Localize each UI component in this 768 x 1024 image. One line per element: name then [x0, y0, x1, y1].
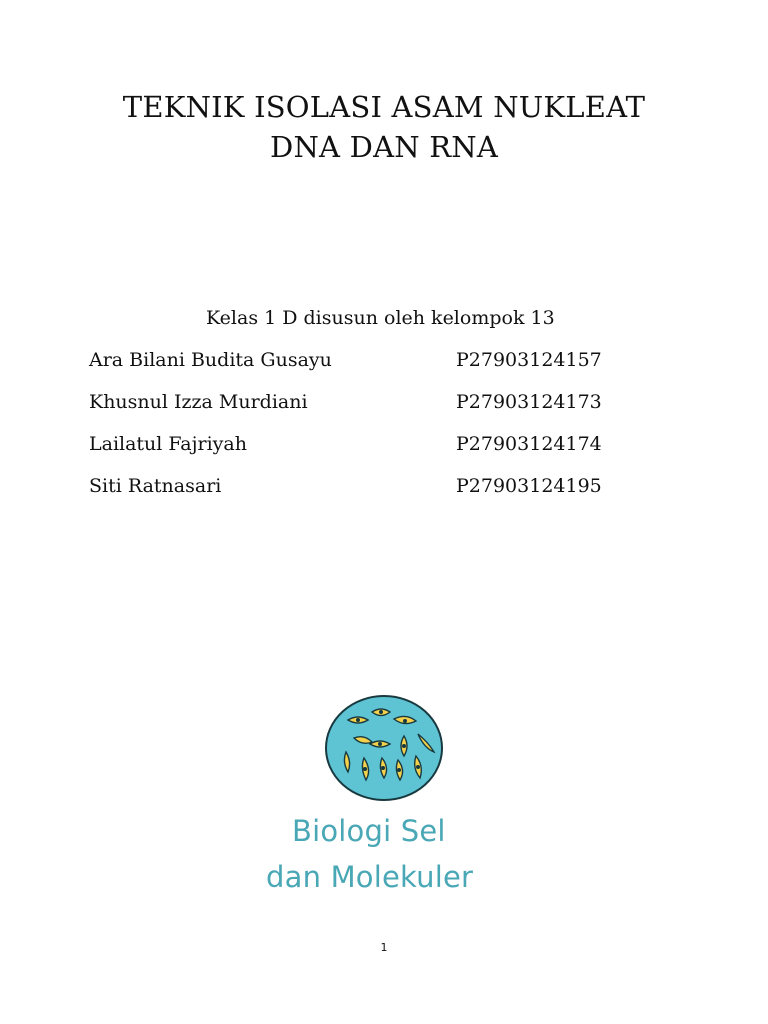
- member-name: Lailatul Fajriyah: [89, 433, 247, 455]
- page-number: 1: [380, 941, 388, 954]
- member-id: P27903124173: [456, 391, 602, 413]
- document-title-line-1: TEKNIK ISOLASI ASAM NUKLEAT: [122, 90, 646, 124]
- member-name: Khusnul Izza Murdiani: [89, 391, 308, 413]
- logo-text-line-1: Biologi Sel: [292, 814, 446, 848]
- member-id: P27903124195: [456, 475, 602, 497]
- member-name: Ara Bilani Budita Gusayu: [89, 349, 332, 371]
- group-subtitle: Kelas 1 D disusun oleh kelompok 13: [206, 307, 555, 329]
- member-id: P27903124174: [456, 433, 602, 455]
- logo-text-line-2: dan Molekuler: [266, 860, 474, 894]
- member-name: Siti Ratnasari: [89, 475, 222, 497]
- document-title-line-2: DNA DAN RNA: [270, 130, 498, 164]
- member-id: P27903124157: [456, 349, 602, 371]
- cell-chromosomes-icon: [320, 692, 450, 804]
